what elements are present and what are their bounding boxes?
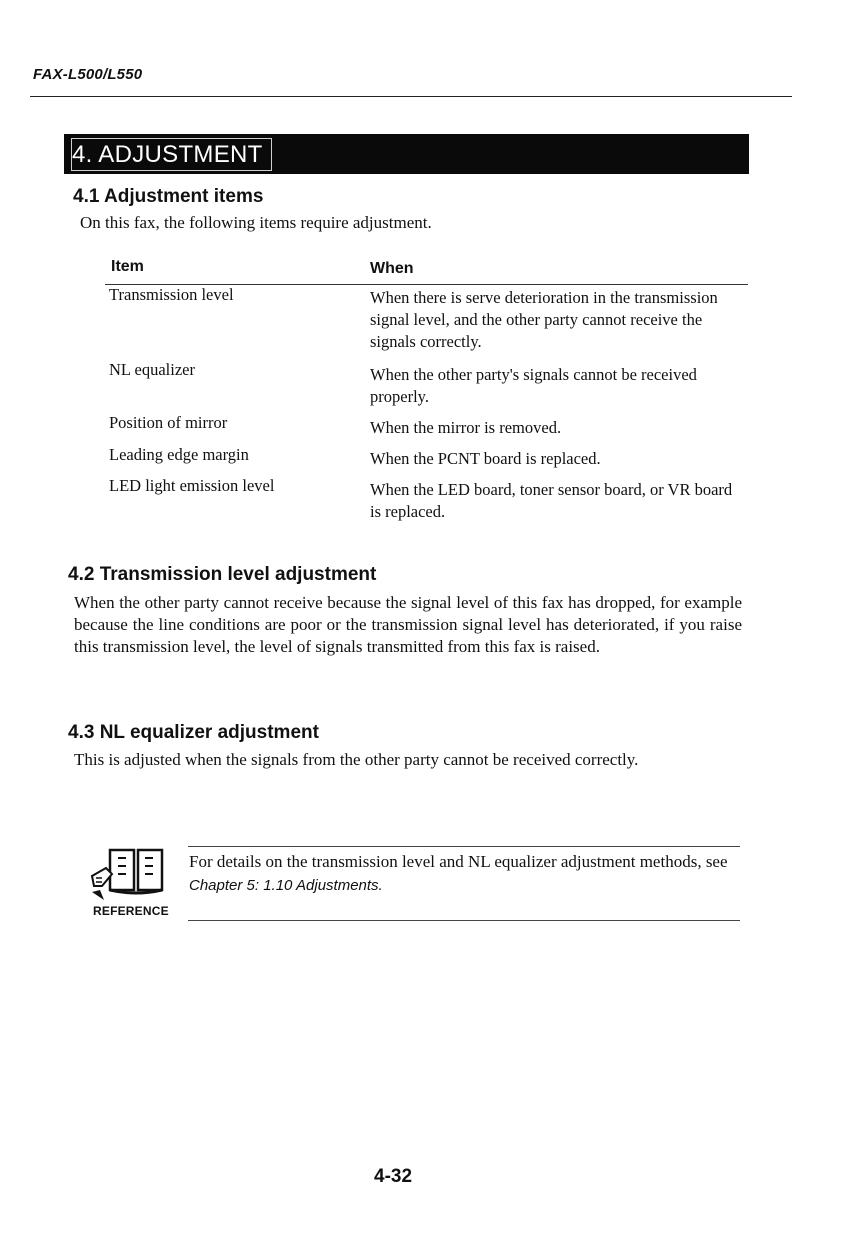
reference-label: REFERENCE — [93, 904, 169, 918]
running-header-model: FAX-L500/L550 — [33, 66, 143, 83]
table-cell-item: NL equalizer — [109, 360, 195, 379]
section-4-3-body: This is adjusted when the signals from the other party cannot be received correctly. — [74, 750, 639, 769]
table-header-when: When — [370, 260, 414, 277]
chapter-banner — [64, 134, 749, 174]
reference-rule-bottom — [188, 920, 740, 921]
table-cell-when: When the LED board, toner sensor board, or VR board is replaced. — [370, 480, 733, 521]
reference-chapter-link: Chapter 5: 1.10 Adjustments. — [189, 877, 383, 894]
table-cell-when: When the mirror is removed. — [370, 418, 562, 437]
table-cell-when: When the PCNT board is replaced. — [370, 449, 601, 468]
table-cell-item: Leading edge margin — [109, 445, 249, 464]
table-cell-item: LED light emission level — [109, 476, 275, 495]
reference-body: For details on the transmission level and NL equalizer adjustment methods, see — [189, 852, 728, 871]
table-cell-when: When the other party's signals cannot be received properly. — [370, 365, 697, 406]
page-number: 4-32 — [374, 1166, 413, 1187]
section-4-2-title: 4.2 Transmission level adjustment — [68, 564, 377, 585]
section-4-1-intro: On this fax, the following items require adjustment. — [80, 213, 432, 232]
table-header-item: Item — [111, 258, 144, 275]
table-cell-item: Transmission level — [109, 285, 234, 304]
chapter-title: 4. ADJUSTMENT — [72, 139, 271, 170]
reference-rule-top — [188, 846, 740, 847]
header-rule — [30, 96, 792, 97]
reference-text — [189, 850, 741, 897]
section-4-3-title: 4.3 NL equalizer adjustment — [68, 722, 319, 743]
table-cell-when: When there is serve deterioration in the transmission signal level, and the other party cannot receive the signals correctly. — [370, 288, 718, 351]
section-4-2-body: When the other party cannot receive because the signal level of this fax has dropped, for example because the line conditions are poor or the transmission signal level has deteriorated, if you raise this transmission level, the level of signals transmitted from this fax is raised. — [74, 593, 742, 656]
section-4-1-title: 4.1 Adjustment items — [73, 186, 264, 207]
table-cell-item: Position of mirror — [109, 413, 228, 432]
